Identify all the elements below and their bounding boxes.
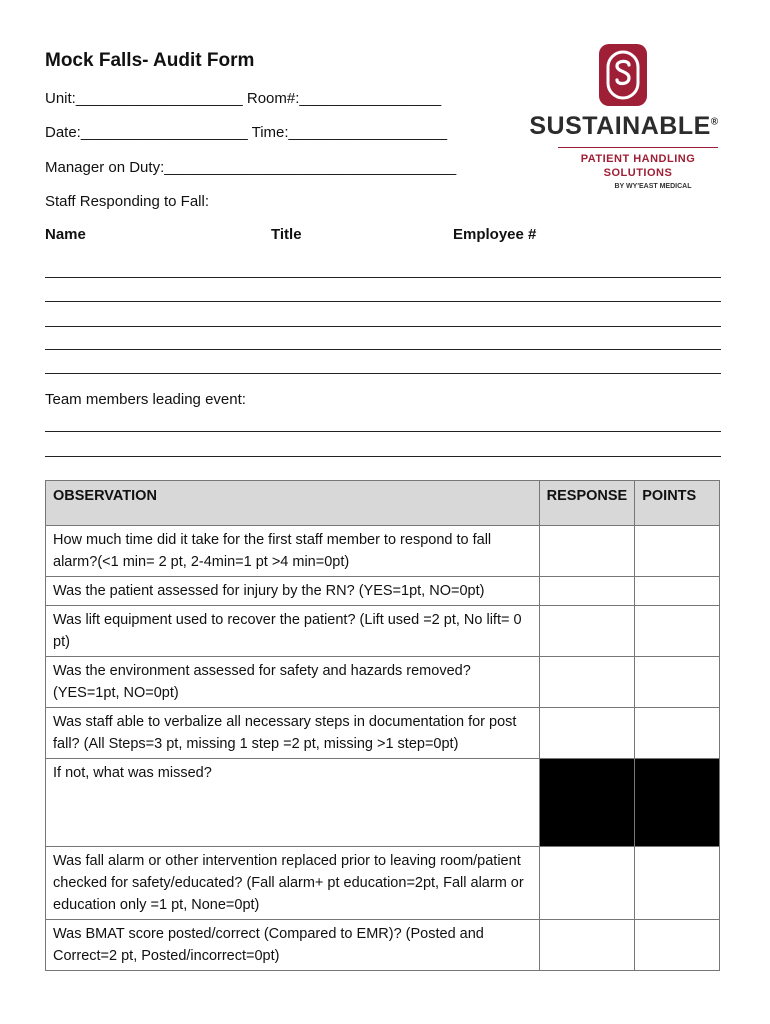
- title-column-header: Title: [271, 226, 302, 243]
- observation-question[interactable]: If not, what was missed?: [46, 759, 540, 847]
- table-row: [46, 759, 720, 847]
- points-cell[interactable]: [635, 606, 720, 657]
- form-title: Mock Falls- Audit Form: [45, 50, 255, 71]
- response-cell[interactable]: [539, 920, 635, 971]
- unit-room-field[interactable]: Unit:____________________ Room#:_________________: [45, 90, 442, 107]
- observation-question: Was the patient assessed for injury by the RN? (YES=1pt, NO=0pt): [46, 577, 540, 606]
- observation-header: OBSERVATION: [46, 481, 540, 526]
- table-row: [46, 606, 720, 657]
- table-row: [46, 708, 720, 759]
- points-cell[interactable]: [635, 920, 720, 971]
- points-header: POINTS: [635, 481, 720, 526]
- response-cell[interactable]: [539, 577, 635, 606]
- response-cell[interactable]: [539, 606, 635, 657]
- date-time-field[interactable]: Date:____________________ Time:___________________: [45, 124, 448, 141]
- observation-table: [45, 480, 720, 971]
- blacked-out-cell: [539, 759, 635, 847]
- name-column-header: Name: [45, 226, 86, 243]
- company-logo: [528, 44, 720, 194]
- points-cell[interactable]: [635, 708, 720, 759]
- response-cell[interactable]: [539, 847, 635, 920]
- points-cell[interactable]: [635, 577, 720, 606]
- table-row: [46, 577, 720, 606]
- observation-question: Was BMAT score posted/correct (Compared to EMR)? (Posted and Correct=2 pt, Posted/incorrect=0pt): [46, 920, 540, 971]
- observation-question: Was the environment assessed for safety and hazards removed? (YES=1pt, NO=0pt): [46, 657, 540, 708]
- logo-mark-icon: [599, 44, 647, 106]
- table-row: [46, 657, 720, 708]
- observation-question: Was fall alarm or other intervention replaced prior to leaving room/patient checked for safety/educated? (Fall alarm+ pt education=2pt, Fall alarm or education only =1 pt, None=0pt): [46, 847, 540, 920]
- table-header-row: [46, 481, 720, 526]
- logo-divider: [558, 147, 718, 148]
- points-cell[interactable]: [635, 526, 720, 577]
- blacked-out-cell: [635, 759, 720, 847]
- team-entry-line[interactable]: [45, 456, 721, 457]
- table-row: [46, 847, 720, 920]
- response-cell[interactable]: [539, 708, 635, 759]
- employee-column-header: Employee #: [453, 226, 537, 243]
- response-cell[interactable]: [539, 657, 635, 708]
- table-row: [46, 526, 720, 577]
- staff-entry-line[interactable]: [45, 349, 721, 350]
- team-entry-line[interactable]: [45, 431, 721, 432]
- logo-tagline: PATIENT HANDLING SOLUTIONS: [580, 153, 696, 179]
- observation-question: How much time did it take for the first staff member to respond to fall alarm?(<1 min= 2 pt, 2-4min=1 pt >4 min=0pt): [46, 526, 540, 577]
- points-cell[interactable]: [635, 657, 720, 708]
- logo-brand-name: SUSTAINABLE®: [529, 112, 719, 140]
- staff-entry-line[interactable]: [45, 326, 721, 327]
- manager-on-duty-field[interactable]: Manager on Duty:___________________________________: [45, 159, 457, 176]
- staff-entry-line[interactable]: [45, 301, 721, 302]
- staff-responding-label: Staff Responding to Fall:: [45, 193, 209, 210]
- response-cell[interactable]: [539, 526, 635, 577]
- points-cell[interactable]: [635, 847, 720, 920]
- observation-question: Was lift equipment used to recover the patient? (Lift used =2 pt, No lift= 0 pt): [46, 606, 540, 657]
- observation-question: Was staff able to verbalize all necessary steps in documentation for post fall? (All Steps=3 pt, missing 1 step =2 pt, missing >1 step=0pt): [46, 708, 540, 759]
- logo-byline: BY WY'EAST MEDICAL: [614, 183, 692, 190]
- staff-entry-line[interactable]: [45, 373, 721, 374]
- table-row: [46, 920, 720, 971]
- response-header: RESPONSE: [539, 481, 635, 526]
- staff-entry-line[interactable]: [45, 277, 721, 278]
- team-members-label: Team members leading event:: [45, 391, 246, 408]
